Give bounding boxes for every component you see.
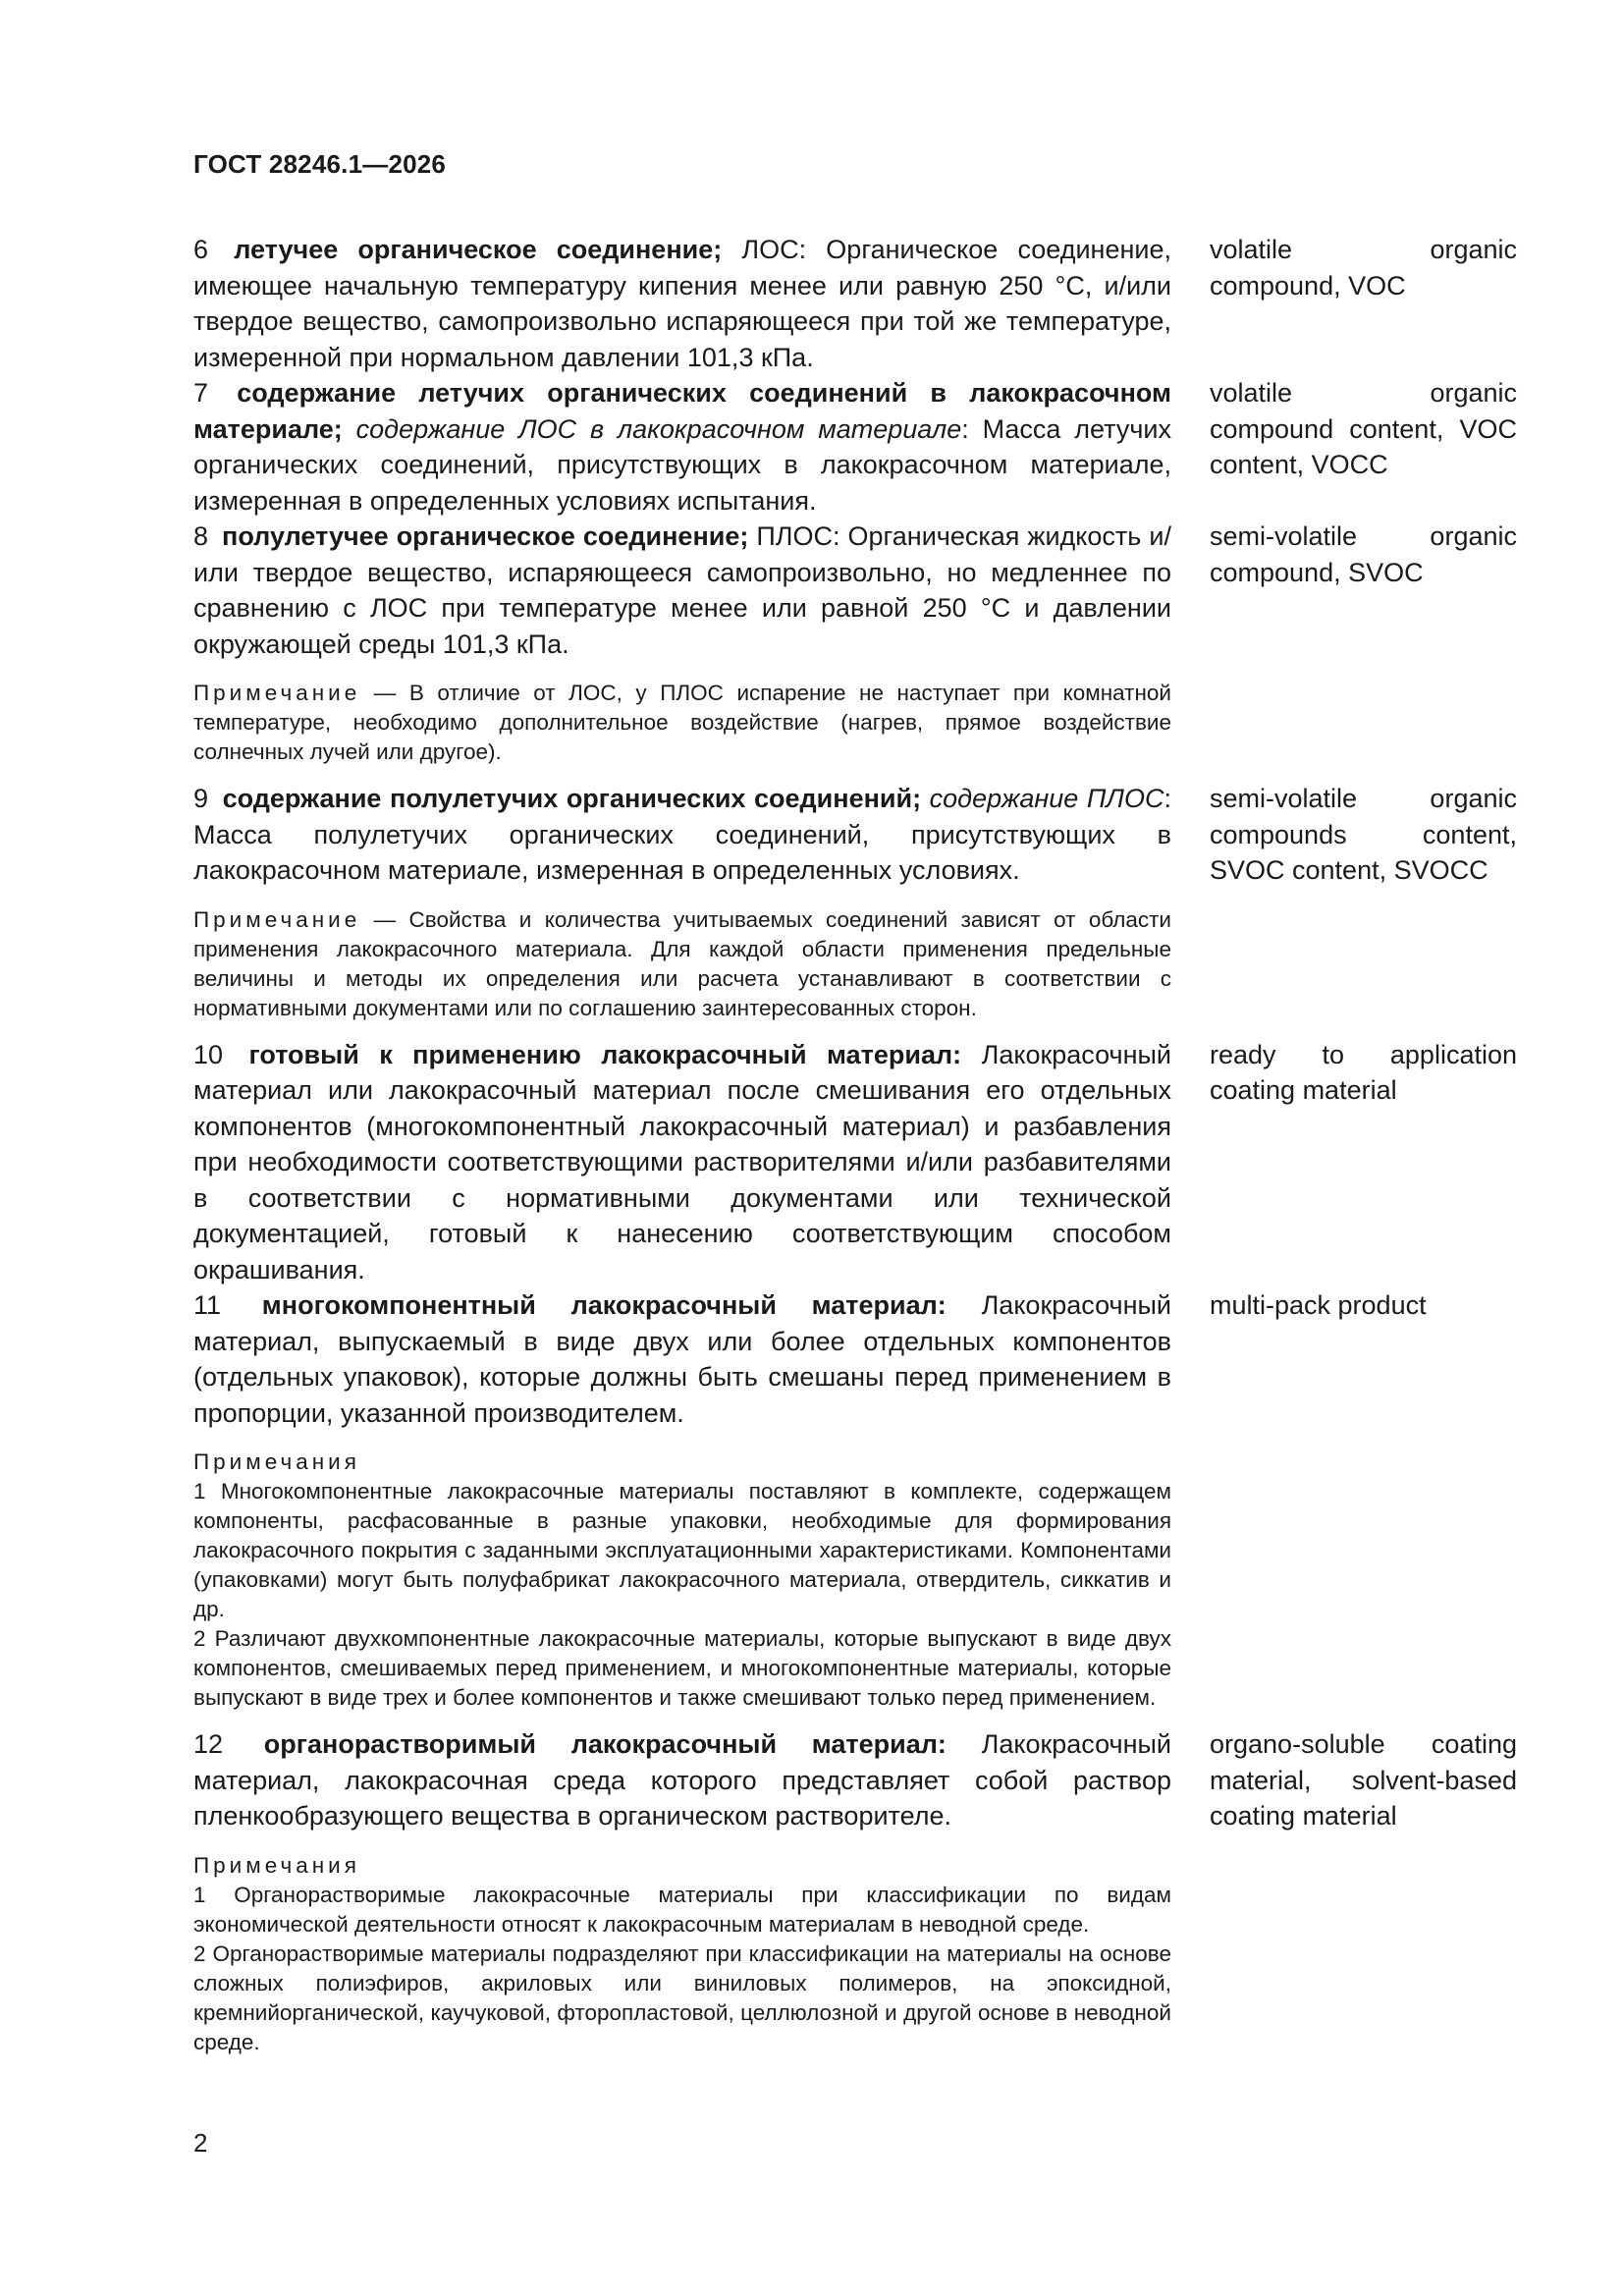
- term-entry-8: [193, 519, 1517, 662]
- note-item: 2 Органорастворимые материалы подразделяют при классификации на материалы на основе сложных полиэфиров, акриловых или виниловых полимеров, на эпоксидной, кремнийорганической, каучуковой, фторопластовой, целлюлозной и другой основе в неводной среде.: [193, 1941, 1171, 2054]
- term-alternative: содержание ПЛОС: [929, 784, 1164, 813]
- notes-label: Примечания: [193, 1449, 360, 1474]
- term-alternative: содержание ЛОС в лакокрасочном материале: [355, 413, 962, 444]
- term-name: готовый к применению лакокрасочный материал:: [248, 1039, 962, 1069]
- note-term-9: [193, 905, 1171, 1023]
- term-abbreviation: ПЛОС:: [756, 521, 840, 551]
- term-definition-text: Масса летучих органических соединений, присутствующих в лакокрасочном материале, измеренная в определенных условиях испытания.: [193, 413, 1171, 516]
- note-label: Примечание: [193, 681, 361, 705]
- term-definition: [193, 781, 1171, 889]
- notes-term-11: [193, 1448, 1171, 1713]
- term-definition-text: Лакокрасочный материал, лакокрасочная среда которого представляет собой раствор пленкообразующего вещества в органическом растворителе.: [193, 1729, 1171, 1831]
- term-definition: [193, 1726, 1171, 1834]
- term-entry-7: [193, 375, 1517, 519]
- term-definition: [193, 1037, 1171, 1288]
- term-abbreviation: :: [1163, 784, 1171, 813]
- term-definition: [193, 1287, 1171, 1431]
- term-abbreviation: :: [961, 413, 969, 444]
- term-definition-text: Органическое соединение, имеющее начальную температуру кипения менее или равную 250 °С, и/или твердое вещество, самопроизвольно испаряющееся при той же температуре, измеренной при нормальном давлении 101,3 кПа.: [193, 235, 1171, 372]
- note-item: 1 Органорастворимые лакокрасочные материалы при классификации по видам экономической деятельности относят к лакокрасочным материалам в неводной среде.: [193, 1882, 1171, 1937]
- term-name: многокомпонентный лакокрасочный материал:: [261, 1290, 947, 1320]
- notes-label: Примечания: [193, 1852, 360, 1878]
- page-number: 2: [193, 2128, 208, 2158]
- english-equivalent: ready to application coating material: [1210, 1039, 1517, 1105]
- term-definition-text: Лакокрасочный материал или лакокрасочный материал после смешивания его отдельных компонентов (многокомпонентный лакокрасочный материал) и разбавления при необходимости соответствующими растворителями и/или разбавителями в соответствии с нормативными документами или технической документацией, готовый к нанесению соответствующим способом окрашивания.: [193, 1039, 1171, 1285]
- term-definition: [193, 232, 1171, 375]
- term-number: 12: [193, 1729, 224, 1759]
- term-name: полулетучее органическое соединение;: [222, 521, 749, 551]
- term-entry-9: [193, 781, 1517, 889]
- notes-term-12: [193, 1851, 1171, 2057]
- term-definition-text: Органическая жидкость и/или твердое вещество, испаряющееся самопроизвольно, но медленнее по сравнению с ЛОС при температуре менее или равной 250 °С и давлении окружающей среды 101,3 кПа.: [193, 521, 1171, 659]
- term-number: 9: [193, 784, 209, 813]
- term-name: содержание полулетучих органических соединений;: [222, 784, 922, 813]
- english-equivalent: semi-volatile organic compounds content, SVOC content, SVOCC: [1210, 784, 1517, 885]
- term-entry-10: [193, 1037, 1517, 1288]
- english-equivalent: semi-volatile organic compound, SVOC: [1210, 521, 1517, 587]
- term-entry-6: [193, 232, 1517, 375]
- term-entry-12: [193, 1726, 1517, 1834]
- terms-section: [193, 232, 1517, 2071]
- term-name: летучее органическое соединение;: [234, 235, 723, 264]
- term-name: органорастворимый лакокрасочный материал:: [263, 1729, 947, 1759]
- document-header: ГОСТ 28246.1—2026: [193, 149, 447, 179]
- term-number: 8: [193, 521, 209, 551]
- term-entry-11: [193, 1287, 1517, 1431]
- english-equivalent: multi-pack product: [1210, 1290, 1427, 1320]
- note-term-8: [193, 679, 1171, 767]
- term-definition-text: Лакокрасочный материал, выпускаемый в виде двух или более отдельных компонентов (отдельных упаковок), которые должны быть смешаны перед применением в пропорции, указанной производителем.: [193, 1290, 1171, 1428]
- english-equivalent: volatile organic compound content, VOC content, VOCC: [1210, 378, 1517, 479]
- note-text: — В отличие от ЛОС, у ПЛОС испарение не наступает при комнатной температуре, необходимо дополнительное воздействие (нагрев, прямое воздействие солнечных лучей или другое).: [193, 681, 1171, 764]
- term-number: 10: [193, 1039, 224, 1069]
- english-equivalent: volatile organic compound, VOC: [1210, 235, 1517, 301]
- term-number: 6: [193, 235, 209, 264]
- term-definition: [193, 375, 1171, 519]
- term-abbreviation: ЛОС:: [741, 235, 807, 264]
- term-number: 11: [193, 1290, 222, 1320]
- term-number: 7: [193, 378, 209, 408]
- term-definition-text: Масса полулетучих органических соединений, присутствующих в лакокрасочном материале, измеренная в определенных условиях.: [193, 819, 1171, 885]
- note-item: 1 Многокомпонентные лакокрасочные материалы поставляют в комплекте, содержащем компоненты, расфасованные в разные упаковки, необходимые для формирования лакокрасочного покрытия с заданными эксплуатационными характеристиками. Компонентами (упаковками) могут быть полуфабрикат лакокрасочного материала, отвердитель, сиккатив и др.: [193, 1479, 1171, 1621]
- term-name: содержание летучих органических соединений в лакокрасочном материале;: [193, 378, 1171, 444]
- english-equivalent: organo-soluble coating material, solvent-based coating material: [1210, 1729, 1517, 1831]
- note-label: Примечание: [193, 906, 361, 932]
- term-definition: [193, 519, 1171, 662]
- note-item: 2 Различают двухкомпонентные лакокрасочные материалы, которые выпускают в виде двух компонентов, смешиваемых перед применением, и многокомпонентные материалы, которые выпускают в виде трех и более компонентов и также смешивают только перед применением.: [193, 1626, 1171, 1710]
- note-text: — Свойства и количества учитываемых соединений зависят от области применения лакокрасочного материала. Для каждой области применения предельные величины и методы их определения или расчета устанавливают в соответствии с нормативными документами или по соглашению заинтересованных сторон.: [193, 906, 1171, 1020]
